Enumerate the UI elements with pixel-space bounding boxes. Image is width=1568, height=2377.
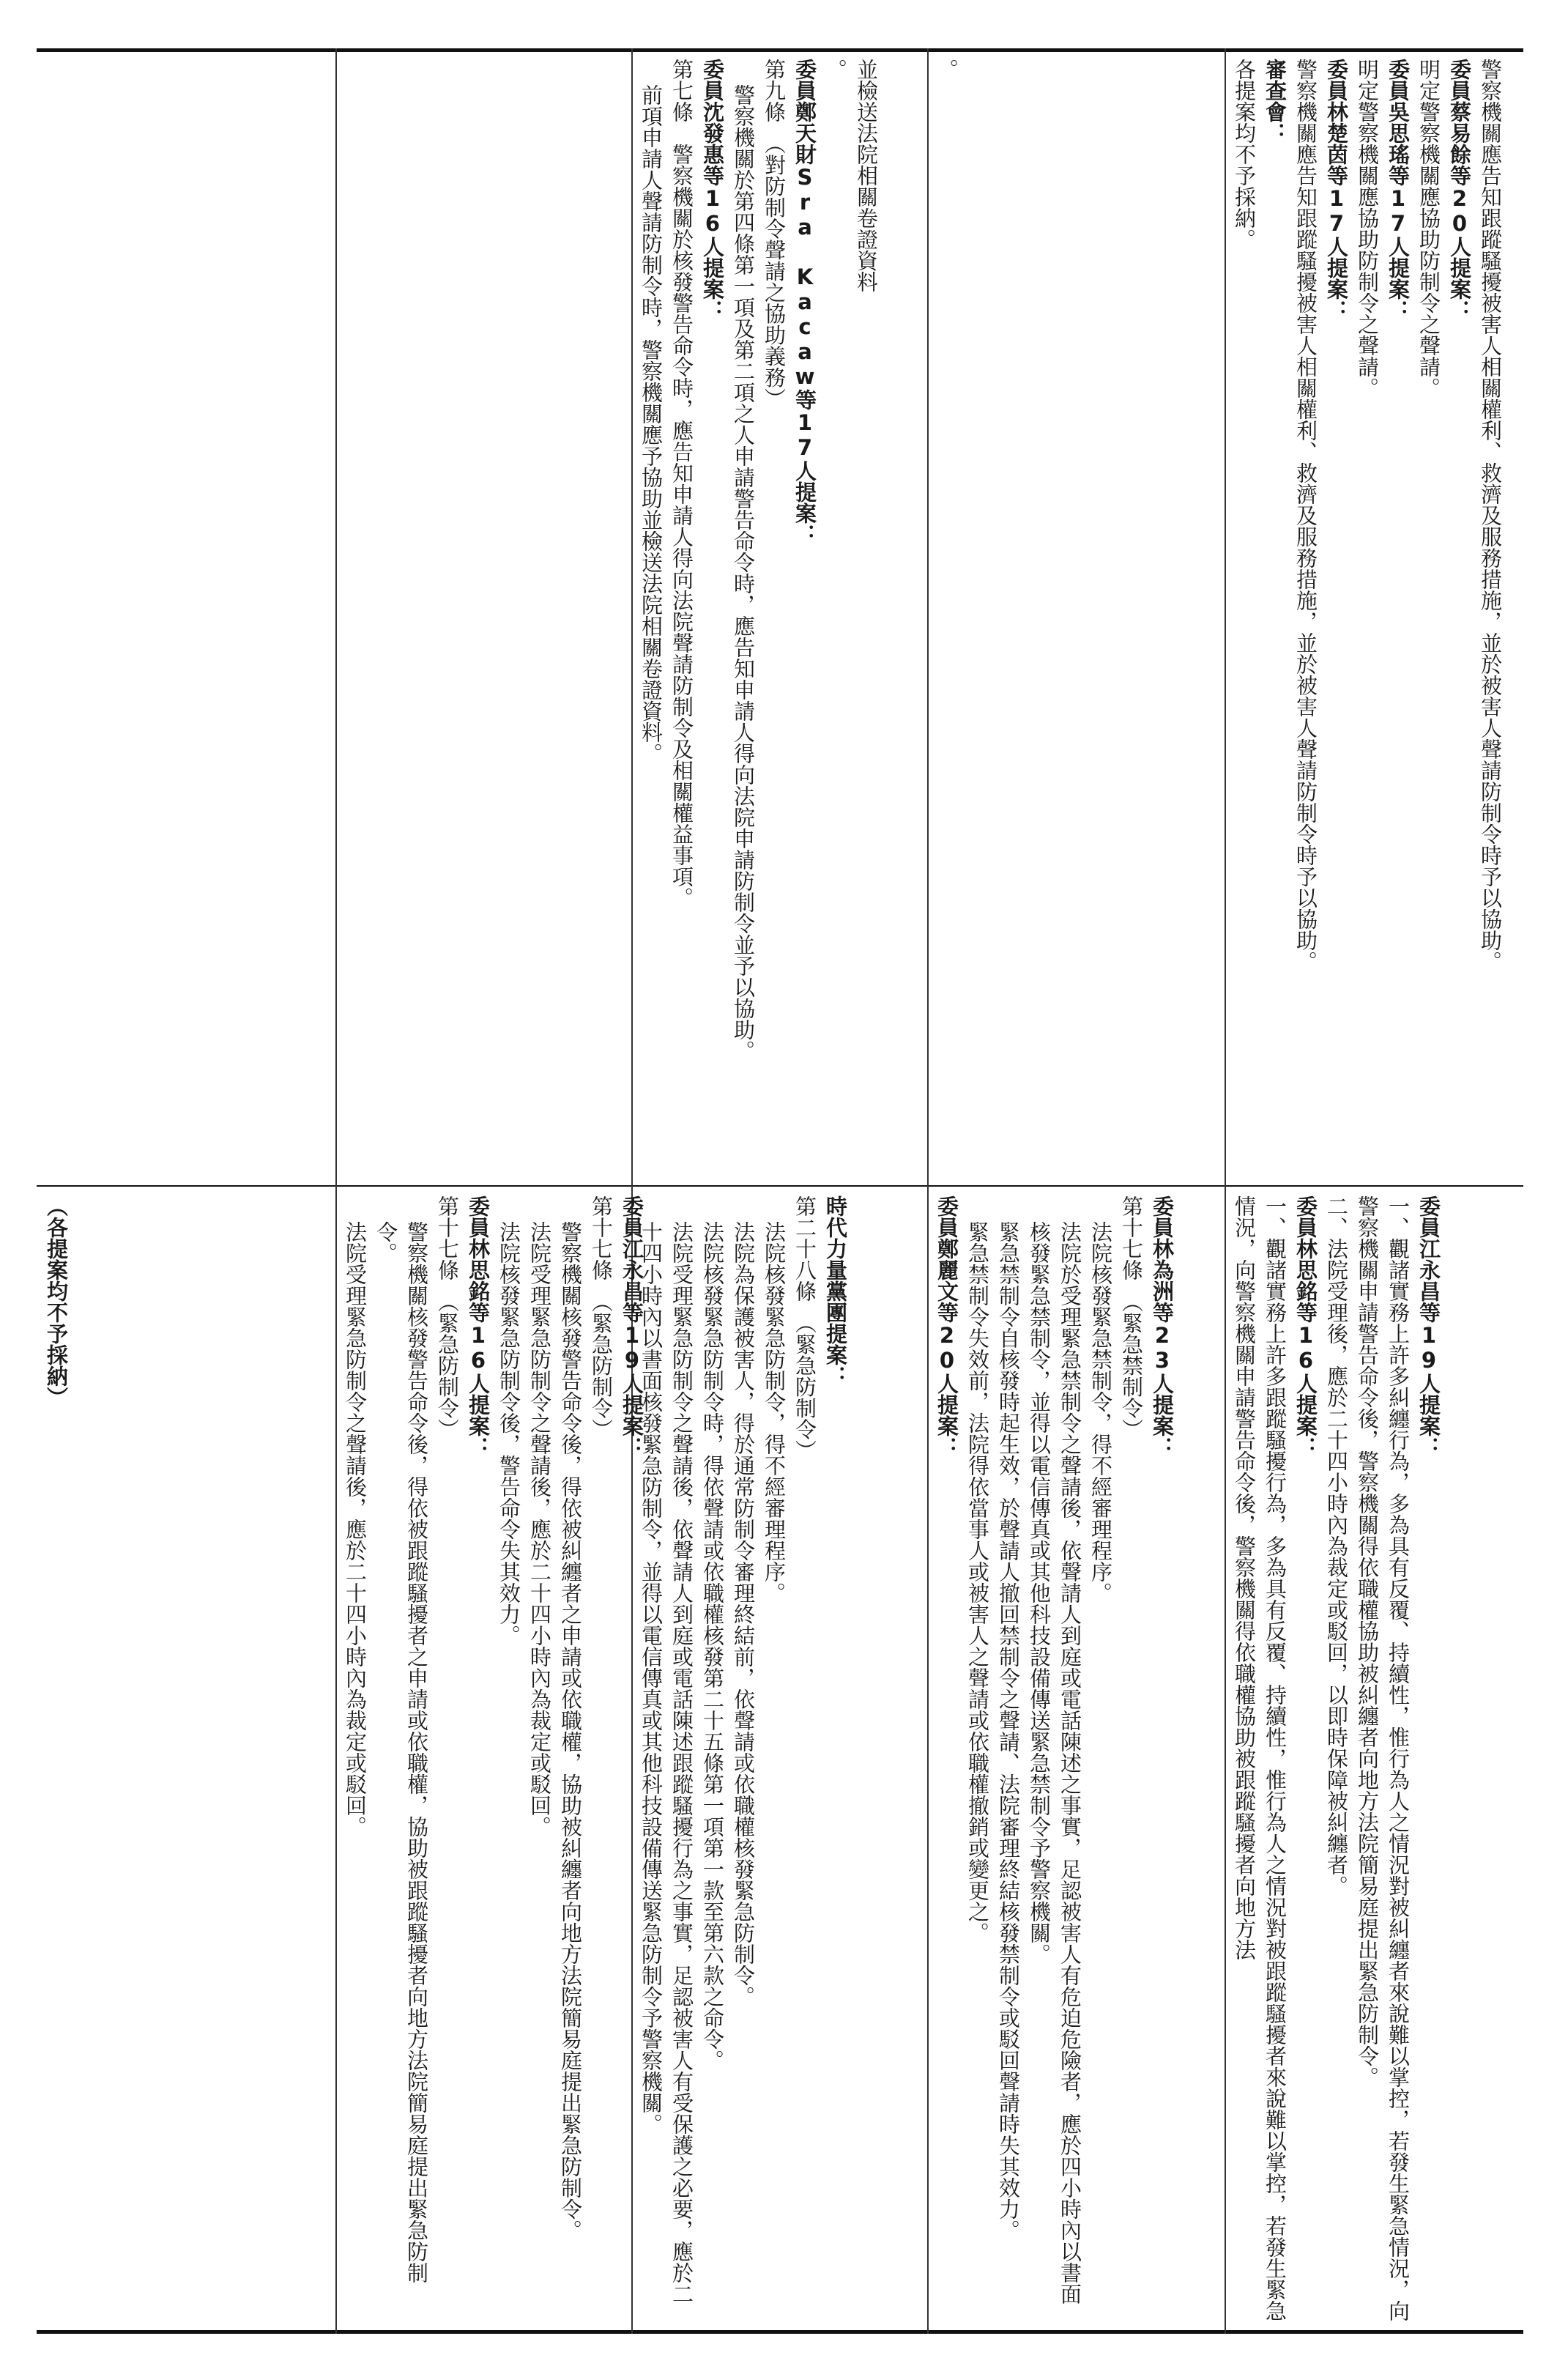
proposal-heading: 委員鄭麗文等20人提案： bbox=[935, 1195, 959, 1458]
proposal-heading: 委員沈發惠等16人提案： bbox=[700, 59, 725, 321]
paragraph: 法院核發緊急禁制令，得不經審理程序。 bbox=[1088, 1220, 1113, 1603]
paragraph: 前項申請人聲請防制令時，警察機關應予協助並檢送法院相關卷證資料。 bbox=[639, 84, 664, 764]
paragraph: 法院核發緊急防制令時，得依聲請或依職權核發第二十五條第一項第一款至第六款之命令。 bbox=[700, 1220, 725, 2071]
paragraph: 第十七條 （緊急防制令） bbox=[435, 1195, 460, 1440]
paragraph: 警察機關應告知跟蹤騷擾被害人相關權利、救濟及服務措施，並於被害人聲請防制令時予以協助。 bbox=[1478, 59, 1503, 972]
proposal-heading: 委員蔡易餘等20人提案： bbox=[1447, 59, 1472, 321]
paragraph: 法院核發緊急防制令，得不經審理程序。 bbox=[762, 1220, 787, 1603]
paragraph: 並檢送法院相關卷證資料 bbox=[854, 59, 879, 292]
proposal-heading: 時代力量黨團提案： bbox=[823, 1195, 848, 1387]
bottom-cell-1 bbox=[41, 1195, 331, 2324]
top-cell-2 bbox=[340, 59, 627, 1178]
bottom-cell-2 bbox=[340, 1195, 644, 2324]
column-divider bbox=[335, 48, 337, 2334]
top-cell-1 bbox=[41, 59, 331, 1178]
bottom-cell-4 bbox=[932, 1195, 1220, 2324]
paragraph: 各提案均不予採納。 bbox=[1232, 59, 1257, 250]
proposal-heading: 委員江永昌等19人提案： bbox=[620, 1195, 644, 1458]
column-divider bbox=[1225, 48, 1226, 2334]
paragraph: 緊急禁制令失效前，法院得依當事人或被害人之聲請或依職權撤銷或變更之。 bbox=[965, 1220, 990, 1943]
top-rule bbox=[37, 48, 1523, 52]
paragraph: 明定警察機關應協助防制令之聲請。 bbox=[1355, 59, 1380, 398]
paragraph: 法院受理緊急防制令之聲請後，依聲請人到庭或電話陳述跟蹤騷擾行為之事實，足認被害人有受保護之必要，應於二十四小時內以書面核發緊急防制令，並得以電信傳真或其他科技設備傳送緊急防制令予警察機關。 bbox=[639, 1220, 694, 2304]
top-cell-5 bbox=[1229, 59, 1519, 1178]
paragraph: 法院於受理緊急禁制令之聲請後，依聲請人到庭或電話陳述之事實，足認被害人有危迫危險者，應於四小時內以書面核發緊急禁制令，並得以電信傳真或其他科技設備傳送緊急禁制令予警察機關。 bbox=[1027, 1220, 1082, 2304]
paragraph: 第九條 （對防制令聲請之協助義務） bbox=[762, 59, 787, 409]
paragraph: 警察機關於第四條第一項及第二項之人申請警告命令時，應告知申請人得向法院申請防制令並予以協助。 bbox=[731, 84, 756, 1061]
paragraph: 緊急禁制令自核發時起生效，於聲請人撤回禁制令之聲請、法院審理終結核發禁制令或駁回聲請時失其效力。 bbox=[996, 1220, 1021, 2241]
paragraph: 第十七條 （緊急防制令） bbox=[589, 1195, 614, 1440]
proposal-heading: 委員林思銘等16人提案： bbox=[466, 1195, 491, 1458]
bottom-cell-3 bbox=[636, 1195, 923, 2324]
paragraph: 明定警察機關應協助防制令之聲請。 bbox=[1416, 59, 1441, 398]
proposal-heading: 委員林為洲等23人提案： bbox=[1150, 1195, 1175, 1458]
top-cell-3 bbox=[636, 59, 923, 1178]
paragraph: 法院受理緊急防制令之聲請後，應於二十四小時內為裁定或駁回。 bbox=[527, 1220, 552, 1837]
paragraph: 警察機關應告知跟蹤騷擾被害人相關權利、救濟及服務措施，並於被害人聲請防制令時予以協助。 bbox=[1293, 59, 1318, 972]
paragraph: 警察機關核發警告命令後，得依被糾纏者之申請或依職權，協助被糾纏者向地方法院簡易庭提出緊急防制令。 bbox=[558, 1220, 583, 2241]
document-page bbox=[37, 48, 1523, 2334]
paragraph: 法院受理緊急防制令之聲請後，應於二十四小時內為裁定或駁回。 bbox=[343, 1220, 368, 1837]
bottom-cell-5 bbox=[1229, 1195, 1519, 2324]
proposal-heading: 委員林楚茵等17人提案： bbox=[1324, 59, 1349, 321]
paragraph: 法院為保護被害人，得於通常防制令審理終結前，依聲請或依職權核發緊急防制令。 bbox=[731, 1220, 756, 2007]
proposal-heading: 審查會： bbox=[1263, 59, 1288, 144]
middle-rule bbox=[37, 1185, 1523, 1187]
paragraph: 第十七條 （緊急禁制令） bbox=[1119, 1195, 1144, 1440]
paragraph: 警察機關核發警告命令後，得依被跟蹤騷擾者之申請或依職權，協助被跟蹤騷擾者向地方法院簡易庭提出緊急防制令。 bbox=[374, 1220, 429, 2283]
proposal-heading: 委員吳思瑤等17人提案： bbox=[1386, 59, 1411, 321]
paragraph: 。 bbox=[935, 59, 959, 80]
bottom-rule bbox=[37, 2330, 1523, 2334]
paragraph: 一、觀諸實務上許多跟蹤騷擾行為，多為具有反覆、持續性，惟行為人之情況對被跟蹤騷擾者來說難以掌控，若發生緊急情況，向警察機關申請警告命令後，警察機關得依職權協助被跟蹤騷擾者向地方法 bbox=[1232, 1195, 1288, 2321]
top-cell-4 bbox=[932, 59, 1220, 1178]
paragraph: 。 bbox=[823, 59, 848, 80]
paragraph: 法院核發緊急防制令後，警告命令失其效力。 bbox=[497, 1220, 521, 1646]
paragraph: 一、觀諸實務上許多糾纏行為，多為具有反覆、持續性，惟行為人之情況對被糾纏者來說難以掌控，若發生緊急情況，向警察機關申請警告命令後，警察機關得依職權協助被糾纏者向地方法院簡易庭提出緊急防制令。 bbox=[1355, 1195, 1411, 2321]
column-divider bbox=[927, 48, 929, 2334]
proposal-heading: 委員江永昌等19人提案： bbox=[1416, 1195, 1441, 1458]
paragraph: 第二十八條 （緊急防制令） bbox=[792, 1195, 817, 1461]
proposal-heading: （各提案均不予採納） bbox=[44, 1195, 69, 1408]
proposal-heading: 委員鄭天財Sra Kacaw等17人提案： bbox=[792, 59, 817, 545]
paragraph: 二、法院受理後，應於二十四小時內為裁定或駁回，以即時保障被糾纏者。 bbox=[1324, 1195, 1349, 1896]
proposal-heading: 委員林思銘等16人提案： bbox=[1293, 1195, 1318, 1458]
paragraph: 第七條 警察機關於核發警告命令時，應告知申請人得向法院聲請防制令及相關權益事項。 bbox=[669, 59, 694, 908]
